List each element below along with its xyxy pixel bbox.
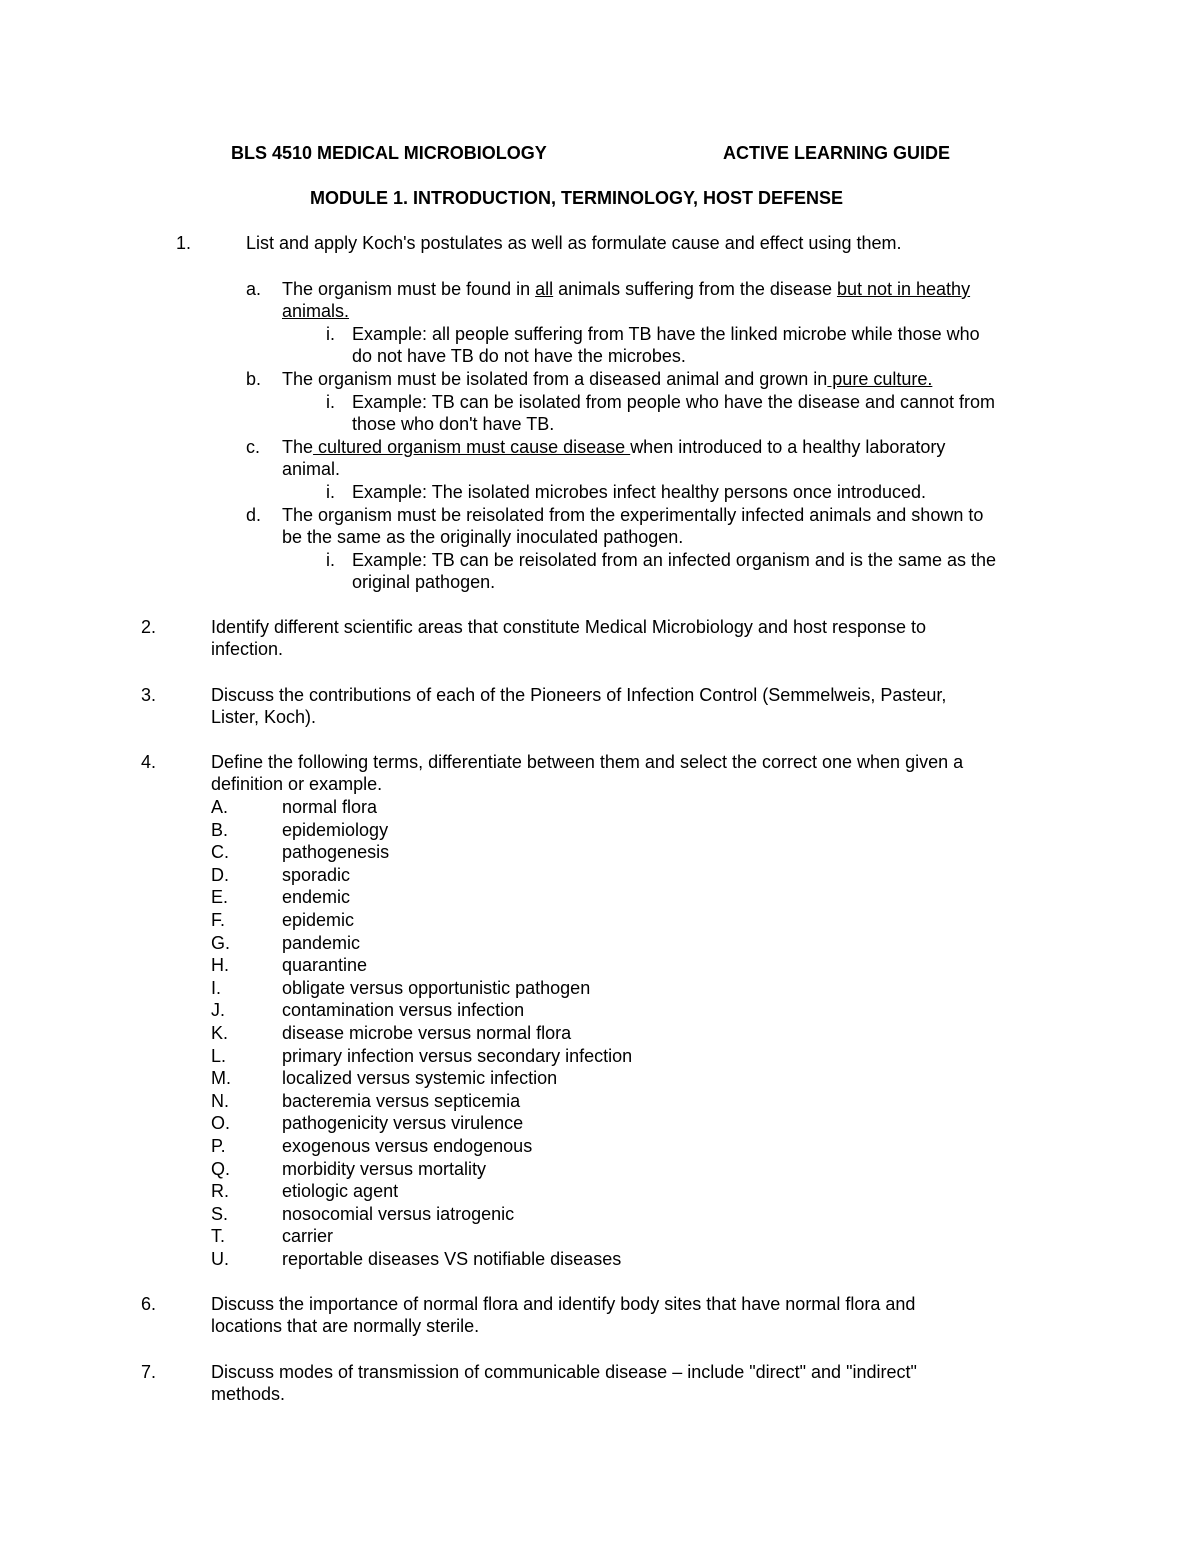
- term-letter: M.: [211, 1068, 231, 1088]
- term-letter: T.: [211, 1226, 226, 1246]
- term-letter: N.: [211, 1091, 229, 1111]
- term-text: epidemiology: [282, 820, 389, 840]
- item2-line2: infection.: [211, 639, 284, 659]
- example-d-line2: original pathogen.: [352, 572, 496, 592]
- term-letter: P.: [211, 1136, 226, 1156]
- postulate-a-line2: animals.: [282, 301, 350, 321]
- example-b-line1: Example: TB can be isolated from people who have the disease and cannot from: [352, 392, 996, 412]
- guide-title: ACTIVE LEARNING GUIDE: [723, 143, 951, 163]
- sub-label: b.: [246, 369, 262, 389]
- item6-line2: locations that are normally sterile.: [211, 1316, 480, 1336]
- term-letter: O.: [211, 1113, 231, 1133]
- postulate-d-line2: be the same as the originally inoculated pathogen.: [282, 527, 684, 547]
- example-c-line1: Example: The isolated microbes infect healthy persons once introduced.: [352, 482, 926, 502]
- term-text: epidemic: [282, 910, 355, 930]
- item7-line2: methods.: [211, 1384, 286, 1404]
- sub-label: a.: [246, 279, 262, 299]
- example-label: i.: [326, 482, 335, 502]
- item-number: 2.: [141, 617, 157, 637]
- example-label: i.: [326, 324, 335, 344]
- item-number: 7.: [141, 1362, 157, 1382]
- term-text: sporadic: [282, 865, 351, 885]
- term-text: obligate versus opportunistic pathogen: [282, 978, 591, 998]
- item-number: 4.: [141, 752, 157, 772]
- sub-label: d.: [246, 505, 262, 525]
- term-text: bacteremia versus septicemia: [282, 1091, 521, 1111]
- term-letter: R.: [211, 1181, 229, 1201]
- term-letter: K.: [211, 1023, 229, 1043]
- example-a-line1: Example: all people suffering from TB have the linked microbe while those who: [352, 324, 980, 344]
- item2-line1: Identify different scientific areas that constitute Medical Microbiology and host response to: [211, 617, 927, 637]
- term-text: exogenous versus endogenous: [282, 1136, 533, 1156]
- term-letter: A.: [211, 797, 229, 817]
- term-text: nosocomial versus iatrogenic: [282, 1204, 515, 1224]
- module-title: MODULE 1. INTRODUCTION, TERMINOLOGY, HOST DEFENSE: [310, 188, 844, 208]
- term-letter: S.: [211, 1204, 229, 1224]
- term-text: primary infection versus secondary infection: [282, 1046, 633, 1066]
- term-letter: I.: [211, 978, 222, 998]
- item-text: List and apply Koch's postulates as well as formulate cause and effect using them.: [246, 233, 902, 253]
- item7-line1: Discuss modes of transmission of communicable disease – include "direct" and "indirect": [211, 1362, 917, 1382]
- course-title: BLS 4510 MEDICAL MICROBIOLOGY: [231, 143, 547, 163]
- term-letter: Q.: [211, 1159, 231, 1179]
- postulate-a-line1: The organism must be found in all animals suffering from the disease but not in heathy: [282, 279, 971, 299]
- term-text: pathogenesis: [282, 842, 390, 862]
- postulate-d-line1: The organism must be reisolated from the experimentally infected animals and shown to: [282, 505, 984, 525]
- item6-line1: Discuss the importance of normal flora and identify body sites that have normal flora and: [211, 1294, 916, 1314]
- term-text: pathogenicity versus virulence: [282, 1113, 524, 1133]
- term-text: pandemic: [282, 933, 361, 953]
- item4-line1: Define the following terms, differentiate between them and select the correct one when given a: [211, 752, 964, 772]
- term-letter: G.: [211, 933, 231, 953]
- term-letter: F.: [211, 910, 226, 930]
- example-label: i.: [326, 392, 335, 412]
- example-d-line1: Example: TB can be reisolated from an infected organism and is the same as the: [352, 550, 997, 570]
- postulate-b-line1: The organism must be isolated from a diseased animal and grown in pure culture.: [282, 369, 933, 389]
- item4-line2: definition or example.: [211, 774, 383, 794]
- term-letter: E.: [211, 887, 229, 907]
- term-text: normal flora: [282, 797, 378, 817]
- term-letter: L.: [211, 1046, 227, 1066]
- postulate-c-line1: The cultured organism must cause disease when introduced to a healthy laboratory: [282, 437, 946, 457]
- term-letter: B.: [211, 820, 229, 840]
- term-letter: U.: [211, 1249, 229, 1269]
- term-text: carrier: [282, 1226, 334, 1246]
- term-letter: H.: [211, 955, 229, 975]
- term-text: etiologic agent: [282, 1181, 399, 1201]
- term-letter: J.: [211, 1000, 226, 1020]
- term-text: endemic: [282, 887, 351, 907]
- example-b-line2: those who don't have TB.: [352, 414, 555, 434]
- sub-label: c.: [246, 437, 261, 457]
- postulate-c-line2: animal.: [282, 459, 341, 479]
- item-number: 3.: [141, 685, 157, 705]
- example-label: i.: [326, 550, 335, 570]
- item3-line2: Lister, Koch).: [211, 707, 317, 727]
- term-text: contamination versus infection: [282, 1000, 525, 1020]
- term-text: localized versus systemic infection: [282, 1068, 558, 1088]
- example-a-line2: do not have TB do not have the microbes.: [352, 346, 686, 366]
- term-letter: C.: [211, 842, 229, 862]
- term-letter: D.: [211, 865, 229, 885]
- term-text: disease microbe versus normal flora: [282, 1023, 572, 1043]
- item-number: 1.: [176, 233, 192, 253]
- item3-line1: Discuss the contributions of each of the Pioneers of Infection Control (Semmelweis, Pasteur,: [211, 685, 947, 705]
- term-text: morbidity versus mortality: [282, 1159, 487, 1179]
- term-text: reportable diseases VS notifiable diseases: [282, 1249, 622, 1269]
- term-text: quarantine: [282, 955, 368, 975]
- item-number: 6.: [141, 1294, 157, 1314]
